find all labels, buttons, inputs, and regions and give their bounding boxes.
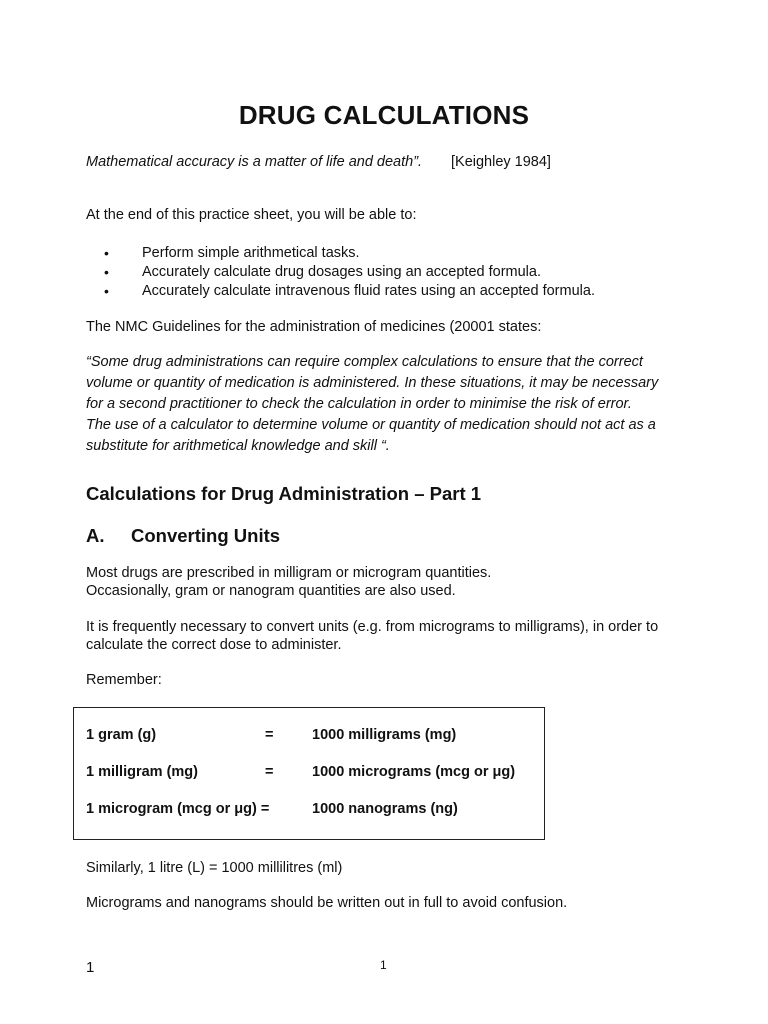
subsection-title: Converting Units bbox=[131, 525, 281, 546]
remember-label: Remember: bbox=[86, 672, 162, 688]
epigraph-quote bbox=[86, 154, 422, 170]
conversion-left: 1 milligram (mg) bbox=[86, 764, 198, 780]
conversion-equals: = bbox=[265, 764, 274, 780]
nmc-intro: The NMC Guidelines for the administration of medicines (20001 states: bbox=[86, 319, 542, 335]
quote-line: volume or quantity of medication is administered. In these situations, it may be necessary bbox=[86, 375, 659, 391]
list-item: Accurately calculate intravenous fluid rates using an accepted formula. bbox=[142, 283, 595, 299]
conversion-left: 1 gram (g) bbox=[86, 727, 157, 743]
list-item: Accurately calculate drug dosages using an accepted formula. bbox=[142, 264, 541, 280]
page-number-left: 1 bbox=[86, 959, 95, 976]
paragraph-line: It is frequently necessary to convert units (e.g. from micrograms to milligrams), in order to bbox=[86, 619, 659, 635]
paragraph-line: Most drugs are prescribed in milligram or microgram quantities. bbox=[86, 565, 492, 581]
bullet-icon: • bbox=[104, 264, 109, 280]
section-heading: Calculations for Drug Administration – Part 1 bbox=[86, 483, 482, 504]
intro-text: At the end of this practice sheet, you will be able to: bbox=[86, 207, 417, 223]
page-number-center: 1 bbox=[380, 958, 387, 972]
conversion-equals: = bbox=[265, 727, 274, 743]
bullet-icon: • bbox=[104, 245, 109, 261]
quote-line: substitute for arithmetical knowledge and skill “. bbox=[86, 438, 390, 454]
paragraph-line: calculate the correct dose to administer. bbox=[86, 637, 342, 653]
bullet-icon: • bbox=[104, 283, 109, 299]
subsection-letter: A. bbox=[86, 525, 105, 546]
note-text: Micrograms and nanograms should be written out in full to avoid confusion. bbox=[86, 895, 568, 911]
quote-line: for a second practitioner to check the calculation in order to minimise the risk of error. bbox=[86, 396, 632, 412]
epigraph-text: Mathematical accuracy is a matter of life and death”. bbox=[86, 154, 423, 170]
similarly-text: Similarly, 1 litre (L) = 1000 millilitres (ml) bbox=[86, 860, 343, 876]
paragraph-line: Occasionally, gram or nanogram quantities are also used. bbox=[86, 583, 456, 599]
epigraph-citation: [Keighley 1984] bbox=[451, 154, 551, 170]
list-item: Perform simple arithmetical tasks. bbox=[142, 245, 360, 261]
conversion-right: 1000 milligrams (mg) bbox=[312, 727, 457, 743]
conversion-left: 1 microgram (mcg or μg) = bbox=[86, 801, 270, 817]
conversion-right: 1000 micrograms (mcg or μg) bbox=[312, 764, 516, 780]
quote-line: The use of a calculator to determine volume or quantity of medication should not act as a bbox=[86, 417, 656, 433]
page-title: DRUG CALCULATIONS bbox=[238, 100, 530, 130]
quote-line: “Some drug administrations can require complex calculations to ensure that the correct bbox=[86, 354, 643, 370]
conversion-right: 1000 nanograms (ng) bbox=[312, 801, 458, 817]
